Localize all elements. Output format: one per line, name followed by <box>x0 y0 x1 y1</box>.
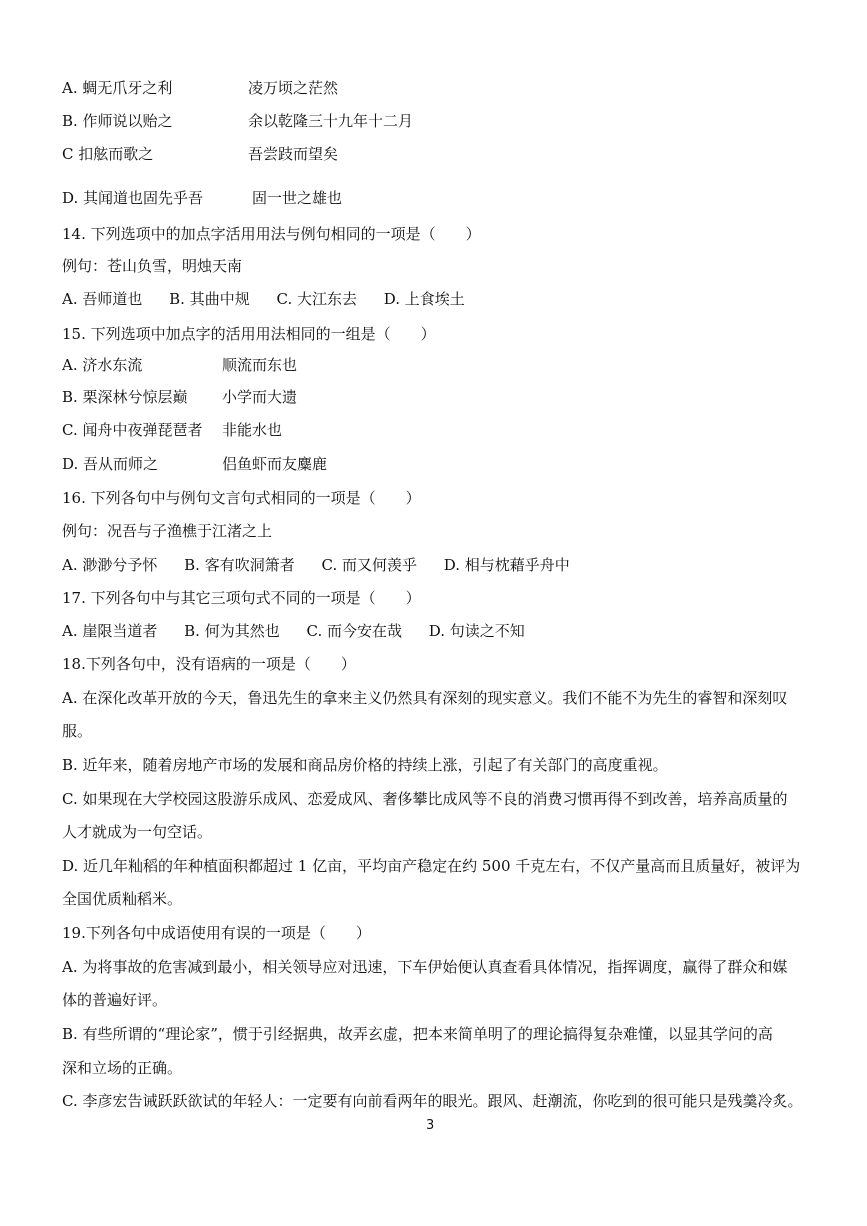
q13-option-d-right: 固一世之雄也 <box>252 189 343 207</box>
q13-option-d <box>62 188 343 208</box>
q16-option-c: C. 而又何羡乎 <box>321 556 417 574</box>
q19-option-a-line2: 体的普遍好评。 <box>62 991 168 1009</box>
q18-option-a-line1: A. 在深化改革开放的今天，鲁迅先生的拿来主义仍然具有深刻的现实意义。我们不能不为先生的睿智和深刻叹 <box>62 689 788 707</box>
q15-option-b-right: 小学而大遗 <box>222 388 298 406</box>
q13-option-b-right: 余以乾隆三十九年十二月 <box>248 112 414 130</box>
q17-options <box>62 621 525 641</box>
q18-option-d-line2: 全国优质籼稻米。 <box>62 890 183 908</box>
q15-option-b-left: B. 栗深林兮惊层巅 <box>62 388 188 406</box>
q18-option-d-line1: D. 近几年籼稻的年种植面积都超过 1 亿亩，平均亩产稳定在约 500 千克左右，不仅产量高而且质量好，被评为 <box>62 857 801 875</box>
q14-option-d: D. 上食埃土 <box>383 290 465 308</box>
q15-option-d-right: 侣鱼虾而友麋鹿 <box>222 455 328 473</box>
q19-option-a-line1: A. 为将事故的危害减到最小，相关领导应对迅速，下车伊始便认真查看具体情况，指挥调度，赢得了群众和媒 <box>62 958 788 976</box>
q18-option-a-line2: 服。 <box>62 722 93 740</box>
q15-option-a-right: 顺流而东也 <box>222 356 298 374</box>
q19-option-b-line1: B. 有些所谓的“理论家”，惯于引经据典，故弄玄虚，把本来简单明了的理论搞得复杂难懂，以显其学问的高 <box>62 1025 773 1043</box>
q16-option-b: B. 客有吹洞箫者 <box>184 556 295 574</box>
q13-option-b-left: B. 作师说以贻之 <box>62 112 173 130</box>
q17-option-d: D. 句读之不知 <box>428 622 525 640</box>
q13-option-b <box>62 111 414 131</box>
q18-option-c-line2: 人才就成为一句空话。 <box>62 823 213 841</box>
q15-option-a-left: A. 济水东流 <box>62 356 143 374</box>
q13-option-a-right: 凌万顷之茫然 <box>248 79 339 97</box>
q17-option-c: C. 而今安在哉 <box>306 622 402 640</box>
q15-option-d-left: D. 吾从而师之 <box>62 455 159 473</box>
q13-option-c-right: 吾尝跂而望矣 <box>248 145 339 163</box>
q16-option-d: D. 相与枕藉乎舟中 <box>443 556 570 574</box>
q16-stem: 16. 下列各句中与例句文言句式相同的一项是（ ） <box>62 489 421 507</box>
q18-option-b-line1: B. 近年来，随着房地产市场的发展和商品房价格的持续上涨，引起了有关部门的高度重视。 <box>62 756 668 774</box>
q15-stem: 15. 下列选项中加点字的活用用法相同的一组是（ ） <box>62 325 436 343</box>
q16-option-a: A. 渺渺兮予怀 <box>62 556 158 574</box>
q15-option-c-right: 非能水也 <box>222 421 283 439</box>
q15-option-b <box>62 387 298 407</box>
q17-option-a: A. 崖限当道者 <box>62 622 158 640</box>
q19-stem: 19.下列各句中成语使用有误的一项是（ ） <box>62 924 371 942</box>
q19-option-b-line2: 深和立场的正确。 <box>62 1059 183 1077</box>
q14-option-c: C. 大江东去 <box>276 290 357 308</box>
page-number: 3 <box>426 1118 435 1133</box>
q15-option-c-left: C. 闻舟中夜弹琵琶者 <box>62 421 203 439</box>
q14-option-a: A. 吾师道也 <box>62 290 143 308</box>
q14-stem: 14. 下列选项中的加点字活用用法与例句相同的一项是（ ） <box>62 225 481 243</box>
q15-option-d <box>62 454 328 474</box>
q17-option-b: B. 何为其然也 <box>184 622 280 640</box>
q13-option-c-left: C 扣舷而歌之 <box>62 145 154 163</box>
q18-option-c-line1: C. 如果现在大学校园这股游乐成风、恋爱成风、奢侈攀比成风等不良的消费习惯再得不到改善，培养高质量的 <box>62 790 788 808</box>
q13-option-a <box>62 78 339 98</box>
q13-option-c <box>62 144 339 164</box>
q16-options <box>62 555 570 575</box>
q16-example: 例句：况吾与子渔樵于江渚之上 <box>62 522 273 540</box>
q19-option-c-line1: C. 李彦宏告诫跃跃欲试的年轻人：一定要有向前看两年的眼光。跟风、赶潮流，你吃到的很可能只是残羹冷炙。 <box>62 1092 803 1110</box>
q14-example: 例句：苍山负雪，明烛天南 <box>62 257 243 275</box>
q14-options <box>62 289 465 309</box>
q18-stem: 18.下列各句中，没有语病的一项是（ ） <box>62 655 356 673</box>
q15-option-c <box>62 420 283 440</box>
q13-option-a-left: A. 蜩无爪牙之利 <box>62 79 173 97</box>
q15-option-a <box>62 355 298 375</box>
q17-stem: 17. 下列各句中与其它三项句式不同的一项是（ ） <box>62 589 421 607</box>
q14-option-b: B. 其曲中规 <box>169 290 250 308</box>
q13-option-d-left: D. 其闻道也固先乎吾 <box>62 189 204 207</box>
